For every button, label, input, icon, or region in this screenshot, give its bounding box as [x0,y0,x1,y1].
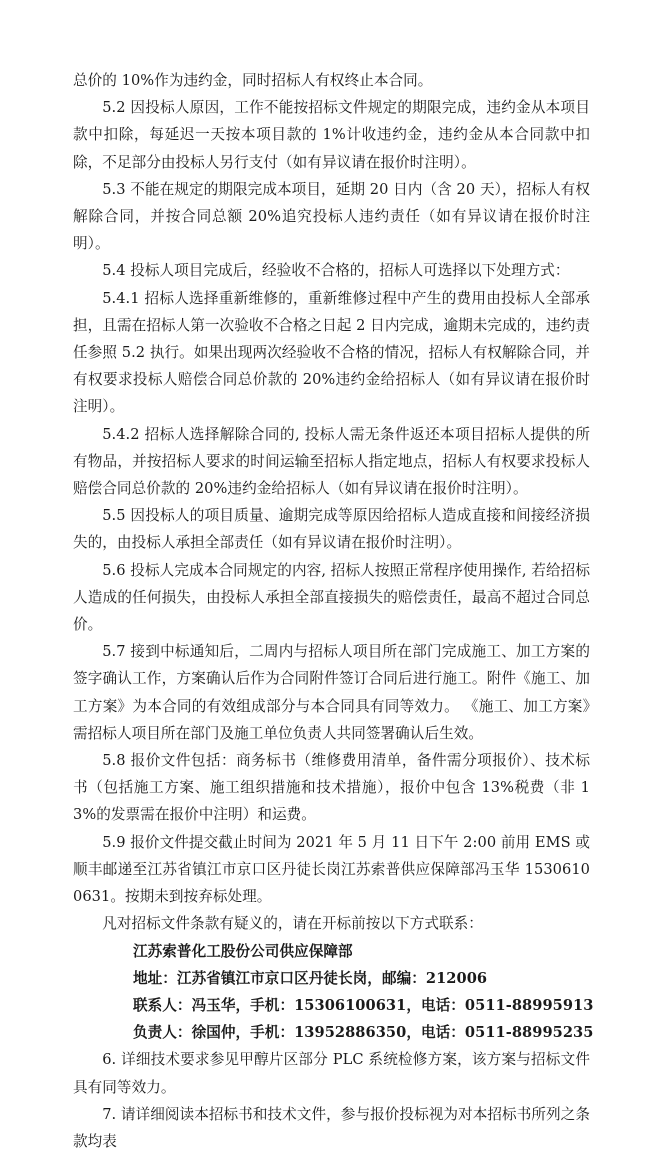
paragraph-continued-line: 总价的 10%作为违约金，同时招标人有权终止本合同。 [73,72,433,89]
paragraph-clause-7: 7. 请详细阅读本招标书和技术文件，参与报价投标视为对本招标书所列之条款均表 [73,1105,590,1150]
paragraph-contact-intro: 凡对招标文件条款有疑义的，请在开标前按以下方式联系： [102,915,483,933]
document-text-body [73,67,594,1155]
paragraph-clause-5-4: 5.4 投标人项目完成后，经验收不合格的，招标人可选择以下处理方式： [102,262,570,280]
contact-address: 地址：江苏省镇江市京口区丹徒长岗，邮编：212006 [133,969,488,987]
paragraph-clause-5-4-1: 5.4.1 招标人选择重新维修的，重新维修过程中产生的费用由投标人全部承担，且需在招标人第一次验收不合格之日起 2 日内完成，逾期未完成的，违约责任参照 5.2 执行。如果出现两次经验收不合格的情况，招标人有权解除合同，并有权要求投标人赔偿合同总价款的 20%违约金给招标人（如有异议请在报价时注明）。 [73,289,590,416]
paragraph-clause-5-2: 5.2 因投标人原因，工作不能按招标文件规定的期限完成，违约金从本项目款中扣除，每延迟一天按本项目款的 1%计收违约金，违约金从本合同款中扣除，不足部分由投标人另行支付（如有异议请在报价时注明）。 [73,99,590,171]
paragraph-clause-5-6: 5.6 投标人完成本合同规定的内容, 招标人按照正常程序使用操作, 若给招标人造成的任何损失，由投标人承担全部直接损失的赔偿责任，最高不超过合同总价。 [73,561,590,634]
paragraph-clause-6: 6. 详细技术要求参见甲醇片区部分 PLC 系统检修方案，该方案与招标文件具有同等效力。 [73,1051,590,1096]
paragraph-clause-5-3: 5.3 不能在规定的期限完成本项目，延期 20 日内（含 20 天），招标人有权解除合同，并按合同总额 20%追究投标人违约责任（如有异议请在报价时注明）。 [73,180,590,253]
paragraph-clause-5-8: 5.8 报价文件包括：商务标书（维修费用清单，备件需分项报价）、技术标书（包括施工方案、施工组织措施和技术措施），报价中包含 13%税费（非 13%的发票需在报价中注明）和运费。 [73,752,590,824]
paragraph-clause-5-5: 5.5 因投标人的项目质量、逾期完成等原因给招标人造成直接和间接经济损失的，由投标人承担全部责任（如有异议请在报价时注明）。 [73,507,590,552]
paragraph-clause-5-7: 5.7 接到中标通知后，二周内与招标人项目所在部门完成施工、加工方案的签字确认工作，方案确认后作为合同附件签订合同后进行施工。附件《施工、加工方案》为本合同的有效组成部分与本合同具有同等效力。 《施工、加工方案》需招标人项目所在部门及施工单位负责人共同签署确认后生效。 [73,643,590,742]
contact-responsible-person: 负责人：徐国仲，手机：13952886350，电话：0511-88995235 [133,1024,594,1042]
paragraph-clause-5-4-2: 5.4.2 招标人选择解除合同的, 投标人需无条件返还本项目招标人提供的所有物品，并按招标人要求的时间运输至招标人指定地点，招标人有权要求投标人赔偿合同总价款的 20%违约金给招标人（如有异议请在报价时注明）。 [73,425,590,498]
paragraph-clause-5-9: 5.9 报价文件提交截止时间为 2021 年 5 月 11 日下午 2:00 前用 EMS 或顺丰邮递至江苏省镇江市京口区丹徒长岗江苏索普供应保障部冯玉华 15306100631。按期未到按弃标处理。 [73,833,590,906]
contact-person: 联系人：冯玉华，手机：15306100631，电话：0511-88995913 [133,996,594,1014]
contact-company-name: 江苏索普化工股份公司供应保障部 [133,942,353,960]
